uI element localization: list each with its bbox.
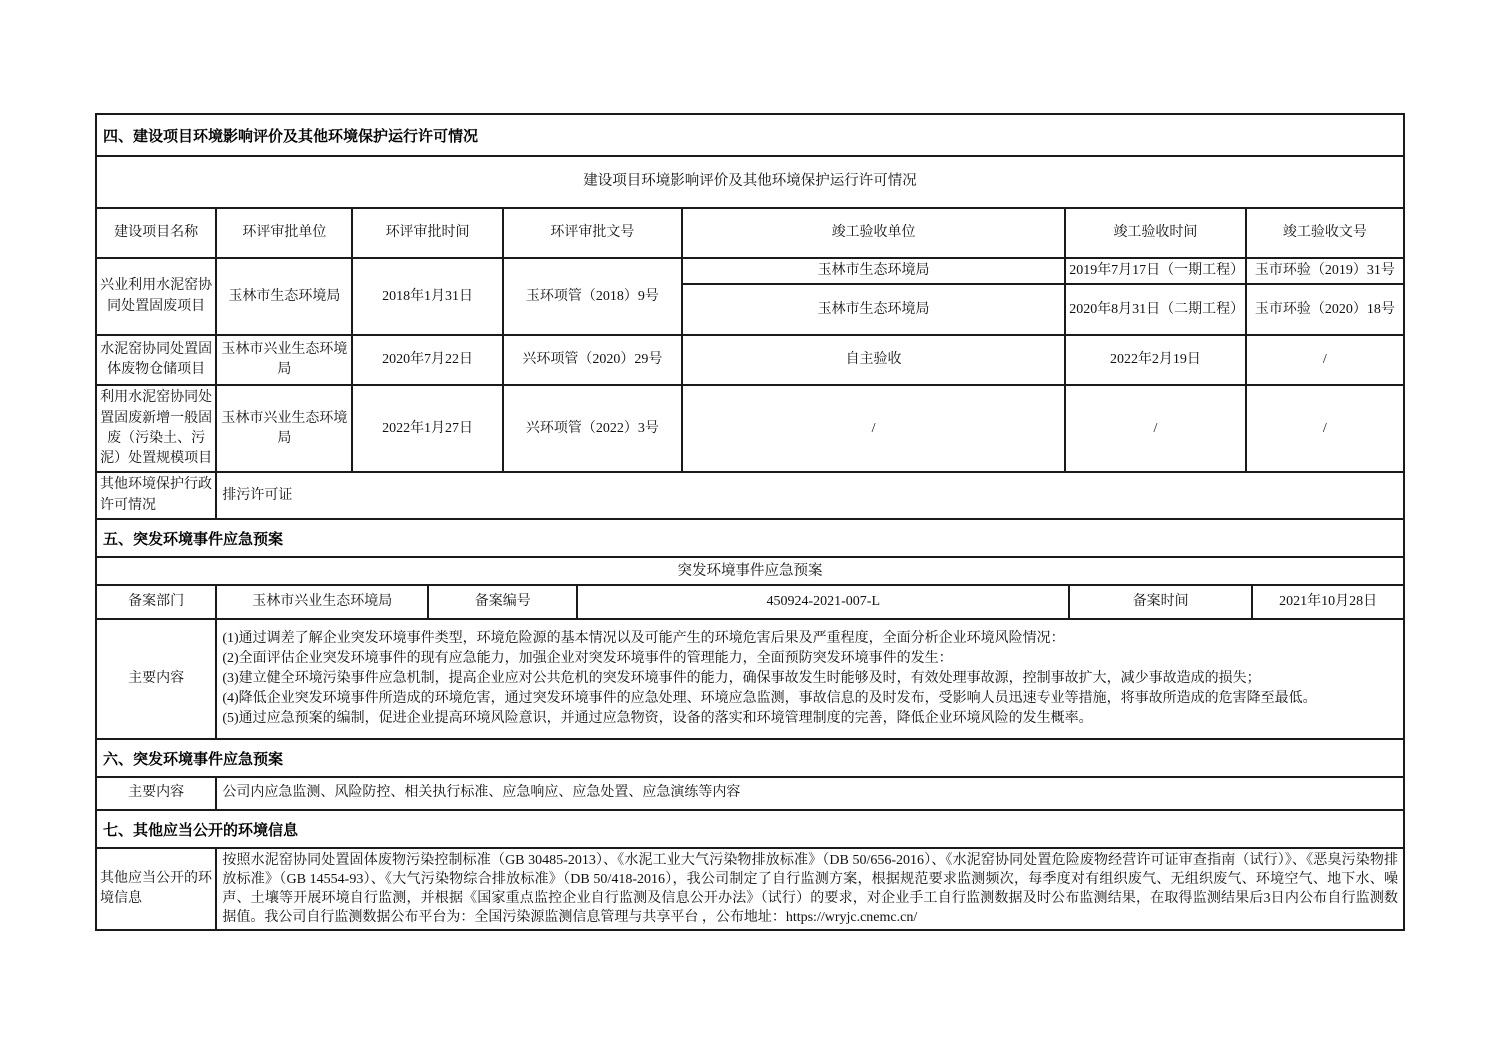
other-permit-row — [96, 472, 1404, 519]
plan-main-line-3: (3)建立健全环境污染事件应急机制，提高企业应对公共危机的突发环境事件的能力，确保事故发生时能够及时，有效处理事故源，控制事故扩大，减少事故造成的损失； — [222, 671, 1261, 687]
other-permit-value: 排污许可证 — [216, 472, 1404, 519]
section5-heading: 五、突发环境事件应急预案 — [95, 518, 1405, 558]
section7-heading: 七、其他应当公开的环境信息 — [95, 809, 1405, 849]
other-permit-label: 其他环境保护行政许可情况 — [96, 472, 216, 519]
plan-main-line-4: (4)降低企业突发环境事件所造成的环境危害，通过突发环境事件的应急处理、环境应急监测，事故信息的及时发布，受影响人员迅速专业等措施，将事故所造成的危害降至最低。 — [222, 691, 1317, 707]
filing-dept-label: 备案部门 — [96, 585, 216, 619]
project-name: 水泥窑协同处置固体废物仓储项目 — [96, 335, 216, 385]
plan-main-line-1: (1)通过调差了解企业突发环境事件类型，环境危险源的基本情况以及可能产生的环境危害后果及严重程度，全面分析企业环境风险情况： — [222, 631, 1065, 647]
project-eia-unit: 玉林市兴业生态环境局 — [216, 335, 352, 385]
filing-no-value: 450924-2021-007-L — [577, 585, 1069, 619]
project-eia-unit: 玉林市生态环境局 — [216, 258, 352, 335]
col-header-eia-doc: 环评审批文号 — [503, 208, 682, 258]
plan-main-content-row — [96, 619, 1404, 739]
other-disclosure-row — [96, 848, 1404, 930]
emergency-plan-summary-table — [95, 776, 1405, 811]
filing-date-label: 备案时间 — [1069, 585, 1252, 619]
col-header-acceptance-doc: 竣工验收文号 — [1246, 208, 1404, 258]
project-name: 利用水泥窑协同处置固废新增一般固废（污染土、污泥）处置规模项目 — [96, 385, 216, 472]
eia-table-title: 建设项目环境影响评价及其他环境保护运行许可情况 — [96, 156, 1404, 208]
acceptance-unit: 自主验收 — [682, 335, 1065, 385]
filing-dept-value: 玉林市兴业生态环境局 — [216, 585, 428, 619]
project-eia-doc: 玉环项管（2018）9号 — [503, 258, 682, 335]
project-name: 兴业利用水泥窑协同处置固废项目 — [96, 258, 216, 335]
other-disclosure-table — [95, 847, 1405, 931]
section6-heading: 六、突发环境事件应急预案 — [95, 738, 1405, 778]
other-disclosure-label: 其他应当公开的环境信息 — [96, 848, 216, 930]
summary-main-content-row — [96, 777, 1404, 810]
col-header-acceptance-date: 竣工验收时间 — [1065, 208, 1246, 258]
project-eia-date: 2018年1月31日 — [352, 258, 502, 335]
project-row-2 — [96, 335, 1404, 385]
acceptance-unit: 玉林市生态环境局 — [682, 284, 1065, 335]
eia-table-title-row — [96, 156, 1404, 208]
filing-no-label: 备案编号 — [428, 585, 577, 619]
emergency-plan-title: 突发环境事件应急预案 — [96, 557, 1404, 585]
acceptance-date: 2019年7月17日（一期工程） — [1065, 258, 1246, 284]
section4-heading: 四、建设项目环境影响评价及其他环境保护运行许可情况 — [95, 113, 1405, 157]
eia-table-header-row — [96, 208, 1404, 258]
plan-main-line-5: (5)通过应急预案的编制，促进企业提高环境风险意识，并通过应急物资，设备的落实和环境管理制度的完善，降低企业环境风险的发生概率。 — [222, 711, 1093, 727]
acceptance-unit: / — [682, 385, 1065, 472]
col-header-eia-date: 环评审批时间 — [352, 208, 502, 258]
eia-permits-table — [95, 155, 1405, 520]
environmental-disclosure-document — [95, 113, 1405, 931]
project-eia-doc: 兴环项管（2020）29号 — [503, 335, 682, 385]
emergency-plan-title-row — [96, 557, 1404, 585]
project-row-3 — [96, 385, 1404, 472]
acceptance-doc: 玉市环验（2020）18号 — [1246, 284, 1404, 335]
emergency-plan-table — [95, 556, 1405, 740]
acceptance-doc: / — [1246, 335, 1404, 385]
project-eia-date: 2022年1月27日 — [352, 385, 502, 472]
project-eia-unit: 玉林市兴业生态环境局 — [216, 385, 352, 472]
plan-main-content-label: 主要内容 — [96, 619, 216, 739]
filing-row — [96, 585, 1404, 619]
project-eia-doc: 兴环项管（2022）3号 — [503, 385, 682, 472]
acceptance-date: 2022年2月19日 — [1065, 335, 1246, 385]
col-header-project-name: 建设项目名称 — [96, 208, 216, 258]
plan-main-content — [216, 619, 1404, 739]
col-header-acceptance-unit: 竣工验收单位 — [682, 208, 1065, 258]
acceptance-doc: 玉市环验（2019）31号 — [1246, 258, 1404, 284]
filing-date-value: 2021年10月28日 — [1252, 585, 1404, 619]
col-header-eia-unit: 环评审批单位 — [216, 208, 352, 258]
acceptance-date: / — [1065, 385, 1246, 472]
project-row-1a — [96, 258, 1404, 284]
acceptance-unit: 玉林市生态环境局 — [682, 258, 1065, 284]
summary-main-content-label: 主要内容 — [96, 777, 216, 810]
summary-main-content: 公司内应急监测、风险防控、相关执行标准、应急响应、应急处置、应急演练等内容 — [216, 777, 1404, 810]
acceptance-doc: / — [1246, 385, 1404, 472]
project-eia-date: 2020年7月22日 — [352, 335, 502, 385]
plan-main-line-2: (2)全面评估企业突发环境事件的现有应急能力，加强企业对突发环境事件的管理能力，全面预防突发环境事件的发生： — [222, 651, 953, 667]
acceptance-date: 2020年8月31日（二期工程） — [1065, 284, 1246, 335]
other-disclosure-content: 按照水泥窑协同处置固体废物污染控制标准（GB 30485-2013）、《水泥工业大气污染物排放标准》（DB 50/656-2016）、《水泥窑协同处置危险废物经营许可证审查指南（试行）》、《恶臭污染物排放标准》（GB 14554-93）、《大气污染物综合排放标准》（DB 50/418-2016），我公司制定了自行监测方案，根据规范要求监测频次，每季度对有组织废气、无组织废气、环境空气、地下水、噪声、土壤等开展环境自行监测，并根据《国家重点监控企业自行监测及信息公开办法》（试行）的要求，对企业手工自行监测数据及时公布监测结果，在取得监测结果后3日内公布自行监测数据值。我公司自行监测数据公布平台为：全国污染源监测信息管理与共享平台 ，公布地址：https://wryjc.cnemc.cn/ — [216, 848, 1404, 930]
